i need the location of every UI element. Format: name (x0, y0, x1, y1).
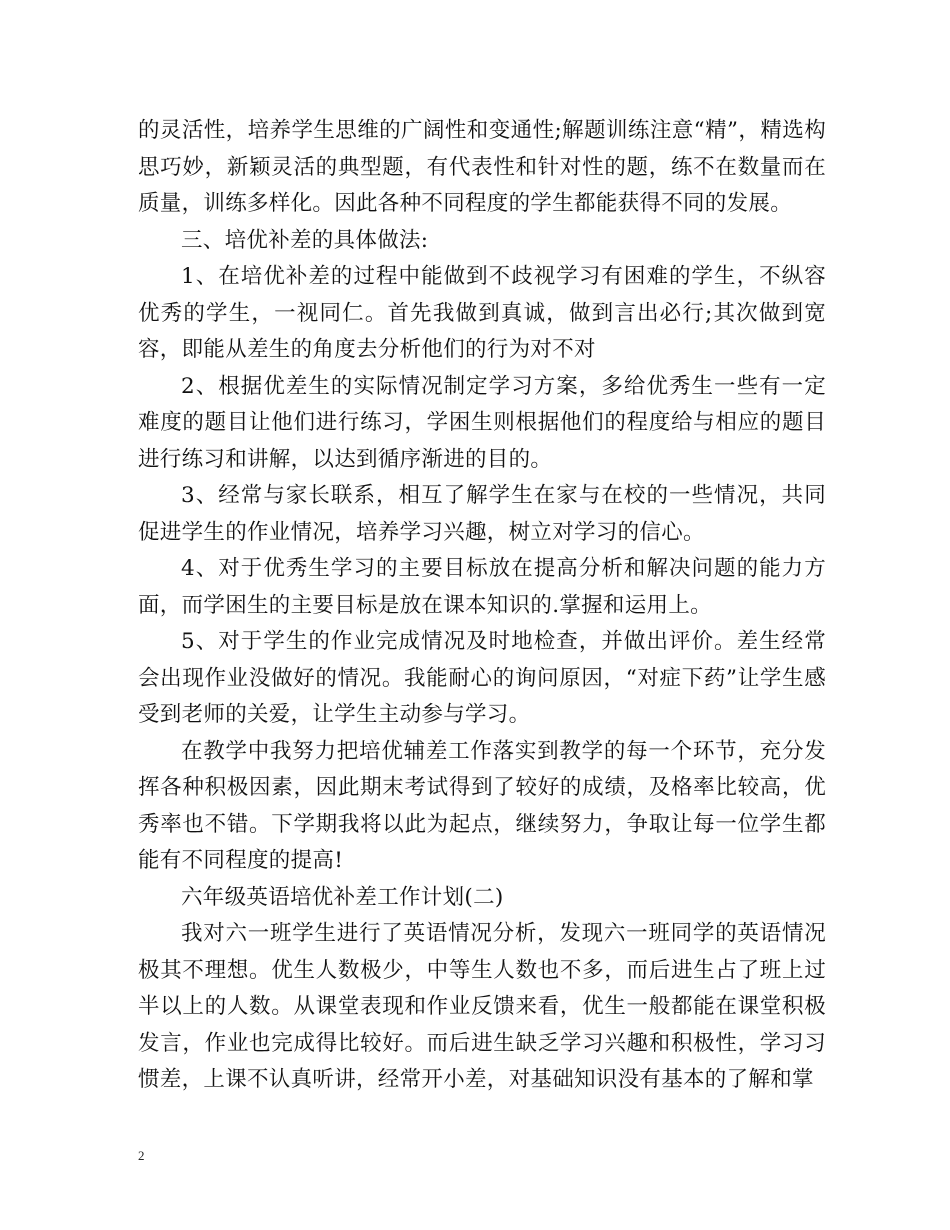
section-title: 六年级英语培优补差工作计划(二) (181, 884, 504, 910)
paragraph: 在教学中我努力把培优辅差工作落实到教学的每一个环节，充分发挥各种积极因素，因此期末考试得到了较好的成绩，及格率比较高，优秀率也不错。下学期我将以此为起点，继续努力，争取让每一位学生都能有不同程度的提高! (138, 738, 826, 873)
paragraph: 1、在培优补差的过程中能做到不歧视学习有困难的学生，不纵容优秀的学生，一视同仁。首先我做到真诚，做到言出必行;其次做到宽容，即能从差生的角度去分析他们的行为对不对 (138, 264, 826, 362)
paragraph: 2、根据优差生的实际情况制定学习方案，多给优秀生一些有一定难度的题目让他们进行练习，学困生则根据他们的程度给与相应的题目进行练习和讲解，以达到循序渐进的目的。 (138, 373, 826, 472)
document-body (138, 113, 826, 1099)
paragraph: 3、经常与家长联系，相互了解学生在家与在校的一些情况，共同促进学生的作业情况，培养学习兴趣，树立对学习的信心。 (138, 483, 826, 545)
paragraph: 的灵活性，培养学生思维的广阔性和变通性;解题训练注意“精”，精选构思巧妙，新颖灵活的典型题，有代表性和针对性的题，练不在数量而在质量，训练多样化。因此各种不同程度的学生都能获得不同的发展。 (138, 118, 826, 216)
paragraph: 我对六一班学生进行了英语情况分析，发现六一班同学的英语情况极其不理想。优生人数极少，中等生人数也不多，而后进生占了班上过半以上的人数。从课堂表现和作业反馈来看，优生一般都能在课堂积极发言，作业也完成得比较好。而后进生缺乏学习兴趣和积极性，学习习惯差，上课不认真听讲，经常开小差，对基础知识没有基本的了解和掌 (138, 921, 826, 1092)
page-number: 2 (138, 1148, 145, 1163)
paragraph: 5、对于学生的作业完成情况及时地检查，并做出评价。差生经常会出现作业没做好的情况。我能耐心的询问原因，“对症下药”让学生感受到老师的关爱，让学生主动参与学习。 (138, 629, 826, 727)
section-heading: 三、培优补差的具体做法: (181, 227, 429, 253)
paragraph: 4、对于优秀生学习的主要目标放在提高分析和解决问题的能力方面，而学困生的主要目标是放在课本知识的.掌握和运用上。 (138, 556, 826, 618)
